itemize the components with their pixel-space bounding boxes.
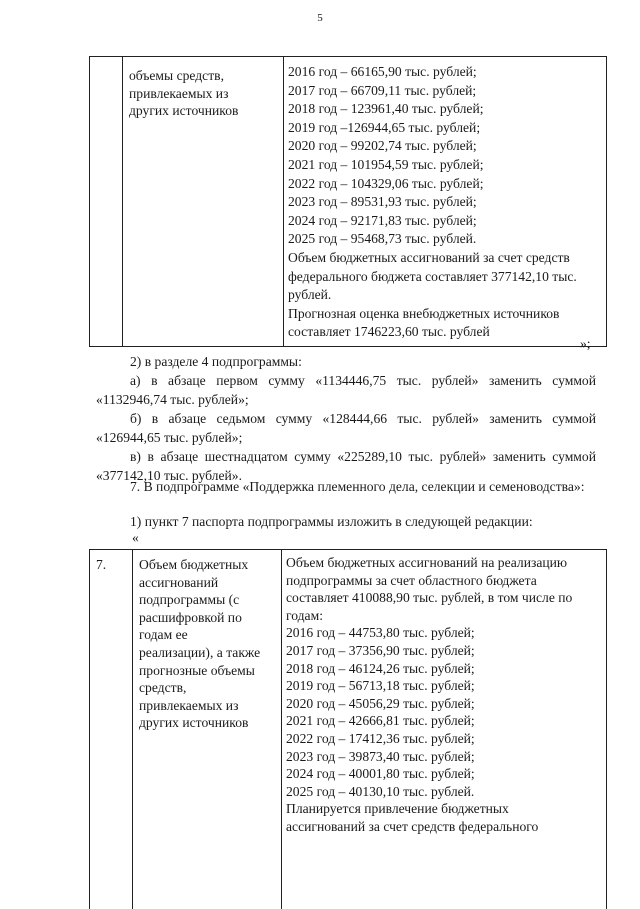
value-line: 2017 год – 66709,11 тыс. рублей; bbox=[288, 82, 602, 101]
value-line: 2018 год – 123961,40 тыс. рублей; bbox=[288, 100, 602, 119]
value-line: 2019 год – 56713,18 тыс. рублей; bbox=[286, 677, 602, 695]
row-value-cell bbox=[282, 550, 607, 909]
value-line: 2019 год –126944,65 тыс. рублей; bbox=[288, 119, 602, 138]
value-line: Объем бюджетных ассигнований на реализацию bbox=[286, 554, 602, 572]
value-line: Объем бюджетных ассигнований за счет средств bbox=[288, 249, 602, 268]
paragraph: 2) в разделе 4 подпрограммы: bbox=[96, 352, 596, 371]
label-line: прогнозные объемы bbox=[139, 662, 277, 680]
label-line: расшифровкой по bbox=[139, 609, 277, 627]
value-line: 2021 год – 101954,59 тыс. рублей; bbox=[288, 156, 602, 175]
passport-item-table bbox=[89, 549, 607, 909]
label-line: других источников bbox=[129, 102, 279, 120]
label-line: реализации), а также bbox=[139, 644, 277, 662]
value-line: 2021 год – 42666,81 тыс. рублей; bbox=[286, 712, 602, 730]
paragraph: 7. В подпрограмме «Поддержка племенного дела, селекции и семеноводства»: bbox=[96, 477, 596, 496]
label-line: подпрограммы (с bbox=[139, 591, 277, 609]
label-line: средств, bbox=[139, 679, 277, 697]
value-line: 2024 год – 40001,80 тыс. рублей; bbox=[286, 765, 602, 783]
paragraph: 1) пункт 7 паспорта подпрограммы изложить в следующей редакции: bbox=[96, 512, 596, 531]
value-line: 2016 год – 66165,90 тыс. рублей; bbox=[288, 63, 602, 82]
label-line: других источников bbox=[139, 714, 277, 732]
table-row bbox=[90, 57, 607, 347]
value-line: 2022 год – 104329,06 тыс. рублей; bbox=[288, 175, 602, 194]
value-line: 2022 год – 17412,36 тыс. рублей; bbox=[286, 730, 602, 748]
row-label-cell bbox=[123, 57, 284, 347]
value-line: 2024 год – 92171,83 тыс. рублей; bbox=[288, 212, 602, 231]
value-line: Прогнозная оценка внебюджетных источников bbox=[288, 305, 602, 324]
paragraph: б) в абзаце седьмом сумму «128444,66 тыс. рублей» заменить суммой «126944,65 тыс. рублей»; bbox=[96, 409, 596, 447]
label-line: объемы средств, bbox=[129, 67, 279, 85]
value-line: 2023 год – 89531,93 тыс. рублей; bbox=[288, 193, 602, 212]
funding-table-continued bbox=[89, 56, 607, 347]
value-line: ассигнований за счет средств федерального bbox=[286, 818, 602, 836]
value-line: 2025 год – 95468,73 тыс. рублей. bbox=[288, 230, 602, 249]
value-line: составляет 410088,90 тыс. рублей, в том числе по bbox=[286, 589, 602, 607]
label-line: годам ее bbox=[139, 626, 277, 644]
value-line: рублей. bbox=[288, 286, 602, 305]
closing-quote: »; bbox=[580, 336, 591, 352]
label-line: Объем бюджетных bbox=[139, 556, 277, 574]
value-line: годам: bbox=[286, 607, 602, 625]
value-line: Планируется привлечение бюджетных bbox=[286, 800, 602, 818]
value-line: 2020 год – 45056,29 тыс. рублей; bbox=[286, 695, 602, 713]
value-line: 2020 год – 99202,74 тыс. рублей; bbox=[288, 137, 602, 156]
value-line: 2017 год – 37356,90 тыс. рублей; bbox=[286, 642, 602, 660]
value-line: подпрограммы за счет областного бюджета bbox=[286, 572, 602, 590]
table-row bbox=[90, 550, 607, 909]
row-number-cell bbox=[90, 57, 123, 347]
label-line: привлекаемых из bbox=[129, 85, 279, 103]
value-line: 2025 год – 40130,10 тыс. рублей. bbox=[286, 783, 602, 801]
paragraph: а) в абзаце первом сумму «1134446,75 тыс. рублей» заменить суммой «1132946,74 тыс. рублей»; bbox=[96, 371, 596, 409]
row-label-cell bbox=[133, 550, 282, 909]
page-number: 5 bbox=[0, 12, 640, 24]
value-line: федерального бюджета составляет 377142,10 тыс. bbox=[288, 268, 602, 287]
value-line: 2023 год – 39873,40 тыс. рублей; bbox=[286, 748, 602, 766]
value-line: 2018 год – 46124,26 тыс. рублей; bbox=[286, 660, 602, 678]
label-line: ассигнований bbox=[139, 574, 277, 592]
row-number-cell: 7. bbox=[90, 550, 133, 909]
paragraph: в) в абзаце шестнадцатом сумму «225289,10 тыс. рублей» заменить суммой «377142,10 тыс. рублей». bbox=[96, 447, 596, 485]
label-line: привлекаемых из bbox=[139, 697, 277, 715]
opening-quote: « bbox=[132, 530, 139, 546]
value-line: 2016 год – 44753,80 тыс. рублей; bbox=[286, 624, 602, 642]
value-line: составляет 1746223,60 тыс. рублей bbox=[288, 323, 602, 342]
row-value-cell bbox=[284, 57, 607, 347]
